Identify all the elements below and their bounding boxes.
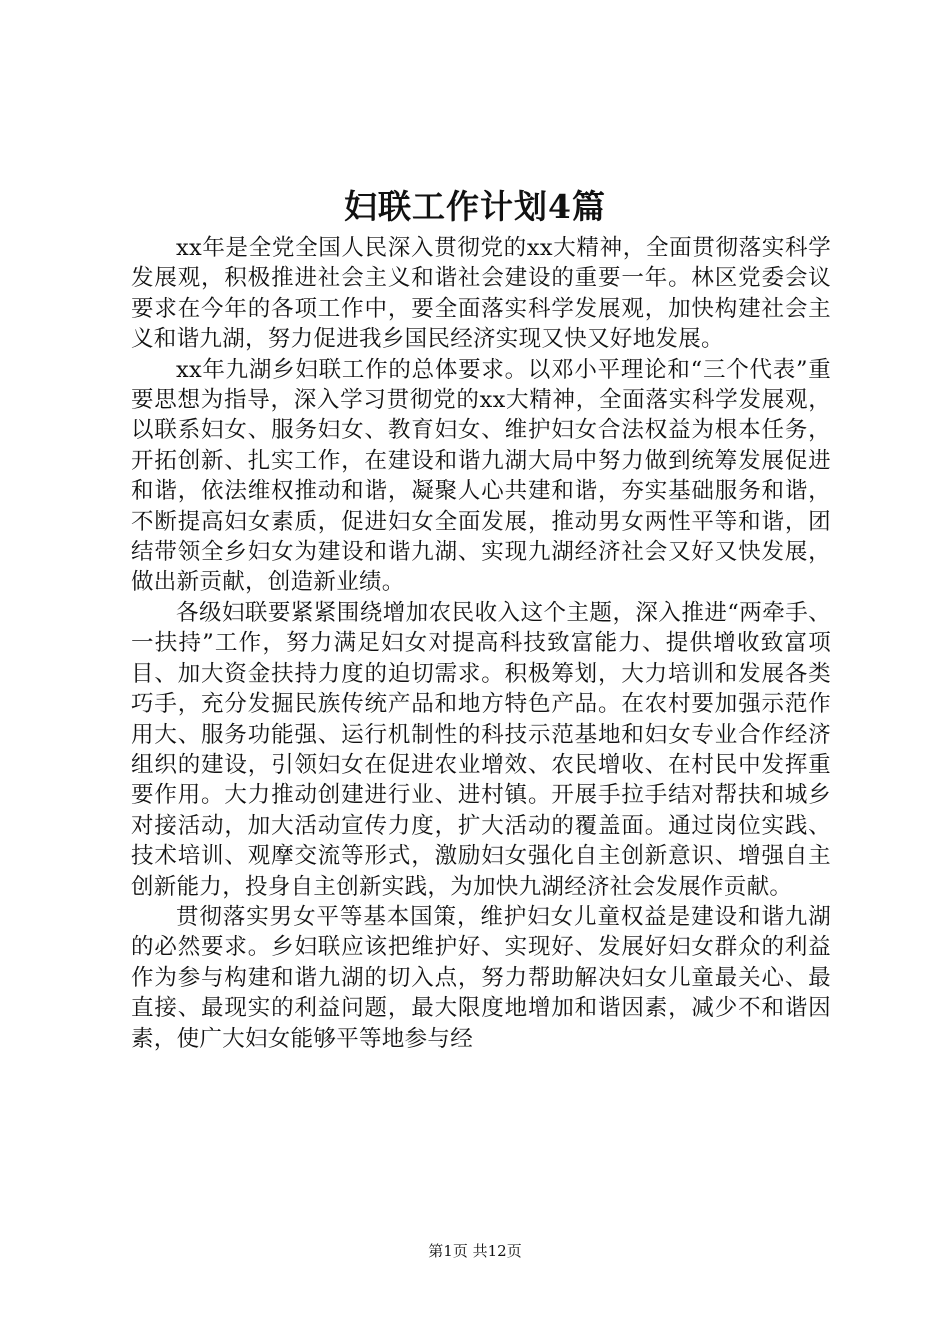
paragraph-2: xx年九湖乡妇联工作的总体要求。以邓小平理论和“三个代表”重要思想为指导，深入学习贯彻党的xx大精神，全面落实科学发展观，以联系妇女、服务妇女、教育妇女、维护妇女合法权益为根本任务，开拓创新、扎实工作，在建设和谐九湖大局中努力做到统筹发展促进和谐，依法维权推动和谐，凝聚人心共建和谐，夯实基础服务和谐，不断提高妇女素质，促进妇女全面发展，推动男女两性平等和谐，团结带领全乡妇女为建设和谐九湖、实现九湖经济社会又好又快发展，做出新贡献，创造新业绩。 — [131, 356, 831, 596]
page-footer: 第1页 共12页 — [428, 1242, 522, 1260]
document-body — [131, 233, 831, 1054]
paragraph-3: 各级妇联要紧紧围绕增加农民收入这个主题，深入推进“两牵手、一扶持”工作，努力满足妇女对提高科技致富能力、提供增收致富项目、加大资金扶持力度的迫切需求。积极筹划，大力培训和发展各类巧手，充分发掘民族传统产品和地方特色产品。在农村要加强示范作用大、服务功能强、运行机制性的科技示范基地和妇女专业合作经济组织的建设，引领妇女在促进农业增效、农民增收、在村民中发挥重要作用。大力推动创建进行业、进村镇。开展手拉手结对帮扶和城乡对接活动，加大活动宣传力度，扩大活动的覆盖面。通过岗位实践、技术培训、观摩交流等形式，激励妇女强化自主创新意识、增强自主创新能力，投身自主创新实践，为加快九湖经济社会发展作贡献。 — [131, 599, 831, 900]
paragraph-1: xx年是全党全国人民深入贯彻党的xx大精神，全面贯彻落实科学发展观，积极推进社会主义和谐社会建设的重要一年。林区党委会议要求在今年的各项工作中，要全面落实科学发展观，加快构建社会主义和谐九湖，努力促进我乡国民经济实现又快又好地发展。 — [131, 235, 831, 353]
document-title: 妇联工作计划4篇 — [344, 187, 606, 226]
paragraph-4: 贯彻落实男女平等基本国策，维护妇女儿童权益是建设和谐九湖的必然要求。乡妇联应该把维护好、实现好、发展好妇女群众的利益作为参与构建和谐九湖的切入点，努力帮助解决妇女儿童最关心、最直接、最现实的利益问题，最大限度地增加和谐因素，减少不和谐因素，使广大妇女能够平等地参与经 — [131, 903, 831, 1052]
